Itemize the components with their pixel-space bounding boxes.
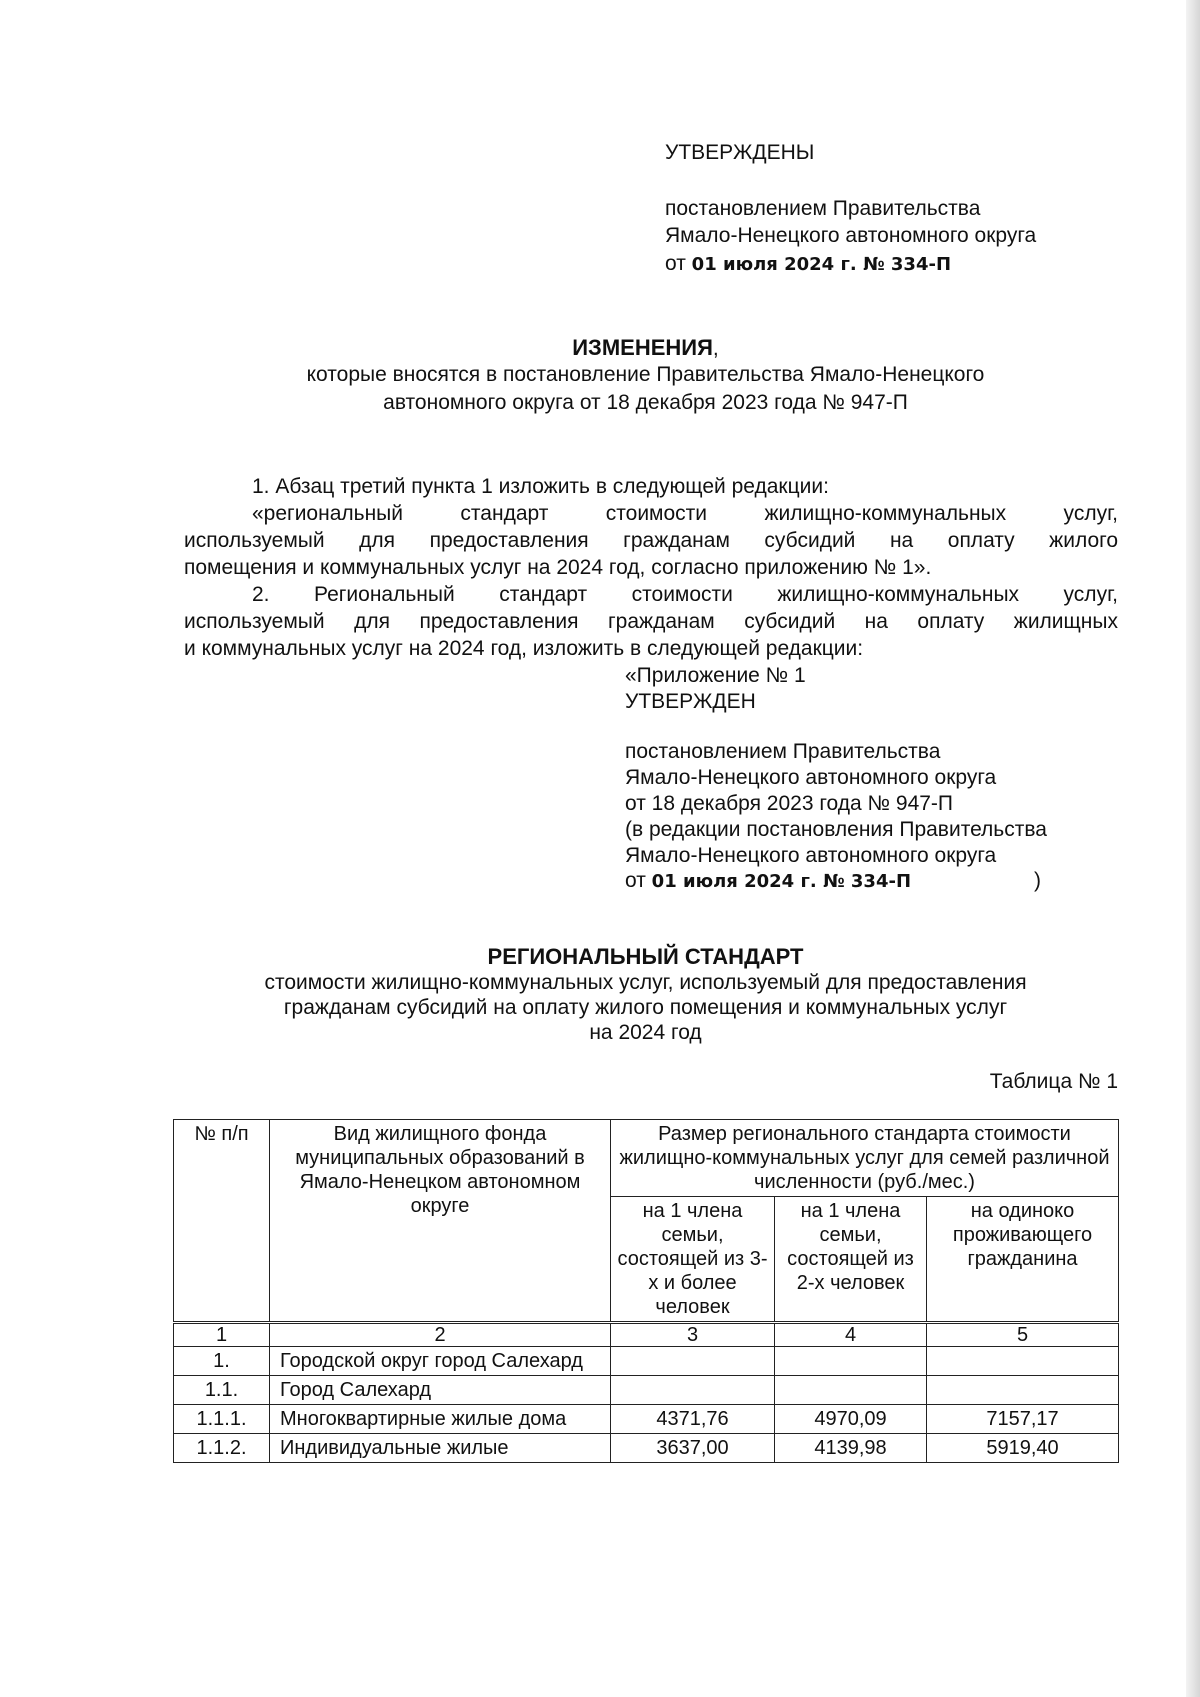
standard-subtitle-2: гражданам субсидий на оплату жилого помещения и коммунальных услуг xyxy=(283,996,1008,1019)
header-col-4: на 1 члена семьи, состоящей из 2-х человек xyxy=(775,1197,927,1323)
row-number: 1.1. xyxy=(174,1376,270,1405)
para2-line-1: 2. Региональный стандарт стоимости жилищно-коммунальных услуг, xyxy=(252,583,1118,606)
appendix-close-paren: ) xyxy=(1034,869,1041,892)
approval-date-line xyxy=(665,251,951,278)
column-number: 5 xyxy=(927,1323,1119,1347)
table-row xyxy=(174,1434,1119,1463)
row-name: Городской округ город Салехард xyxy=(270,1347,611,1376)
row-name: Город Салехард xyxy=(270,1376,611,1405)
header-col-3: на 1 члена семьи, состоящей из 3-х и более человек xyxy=(611,1197,775,1323)
row-value-col-5: 7157,17 xyxy=(927,1405,1119,1434)
table-row xyxy=(174,1405,1119,1434)
table-label: Таблица № 1 xyxy=(989,1070,1118,1093)
para2-line-3: и коммунальных услуг на 2024 год, изложить в следующей редакции: xyxy=(184,637,864,660)
row-value-col-3: 4371,76 xyxy=(611,1405,775,1434)
changes-title: ИЗМЕНЕНИЯ xyxy=(572,335,713,360)
table-row xyxy=(174,1376,1119,1405)
row-value-col-3: 3637,00 xyxy=(611,1434,775,1463)
para2-line-2: используемый для предоставления гражданам субсидий на оплату жилищных xyxy=(184,610,1118,633)
header-number: № п/п xyxy=(174,1120,270,1323)
page-edge-shadow xyxy=(1186,0,1200,1697)
row-value-col-3 xyxy=(611,1376,775,1405)
row-number: 1. xyxy=(174,1347,270,1376)
approval-title: УТВЕРЖДЕНЫ xyxy=(665,141,815,164)
approval-line-2: Ямало-Ненецкого автономного округа xyxy=(665,224,1037,247)
standard-subtitle-3: на 2024 год xyxy=(589,1021,702,1044)
row-value-col-4 xyxy=(775,1376,927,1405)
column-number: 1 xyxy=(174,1323,270,1347)
appendix-line-1: «Приложение № 1 xyxy=(625,664,806,687)
appendix-line-5: от 18 декабря 2023 года № 947-П xyxy=(625,792,954,815)
table-row xyxy=(174,1347,1119,1376)
standard-title: РЕГИОНАЛЬНЫЙ СТАНДАРТ xyxy=(487,944,804,969)
row-value-col-4 xyxy=(775,1347,927,1376)
para1-line-4: помещения и коммунальных услуг на 2024 год, согласно приложению № 1». xyxy=(184,556,932,579)
row-name: Многоквартирные жилые дома xyxy=(270,1405,611,1434)
table-header-row xyxy=(174,1120,1119,1197)
column-number: 4 xyxy=(775,1323,927,1347)
row-name: Индивидуальные жилые xyxy=(270,1434,611,1463)
para1-line-1: 1. Абзац третий пункта 1 изложить в следующей редакции: xyxy=(252,475,829,498)
row-value-col-5: 5919,40 xyxy=(927,1434,1119,1463)
column-number: 2 xyxy=(270,1323,611,1347)
row-number: 1.1.1. xyxy=(174,1405,270,1434)
row-value-col-4: 4139,98 xyxy=(775,1434,927,1463)
appendix-line-2: УТВЕРЖДЕН xyxy=(625,690,756,713)
appendix-line-3: постановлением Правительства xyxy=(625,740,941,763)
changes-subtitle-2: автономного округа от 18 декабря 2023 года № 947-П xyxy=(383,391,908,414)
changes-subtitle-1: которые вносятся в постановление Правительства Ямало-Ненецкого xyxy=(306,363,985,386)
row-value-col-5 xyxy=(927,1376,1119,1405)
para1-line-3: используемый для предоставления гражданам субсидий на оплату жилого xyxy=(184,529,1118,552)
row-number: 1.1.2. xyxy=(174,1434,270,1463)
approval-date: 01 июля 2024 г. № 334-П xyxy=(691,254,952,275)
changes-title-suffix: , xyxy=(712,337,719,360)
regional-standard-table xyxy=(173,1119,1119,1463)
changes-title-line xyxy=(173,335,1118,362)
row-value-col-5 xyxy=(927,1347,1119,1376)
appendix-date: 01 июля 2024 г. № 334-П xyxy=(651,871,912,892)
appendix-line-4: Ямало-Ненецкого автономного округа xyxy=(625,766,997,789)
header-col-5: на одиноко проживающего гражданина xyxy=(927,1197,1119,1323)
appendix-date-line xyxy=(625,868,911,895)
column-numbers-row xyxy=(174,1323,1119,1347)
standard-subtitle-1: стоимости жилищно-коммунальных услуг, используемый для предоставления xyxy=(264,971,1027,994)
appendix-line-6: (в редакции постановления Правительства xyxy=(625,818,1047,841)
appendix-line-7: Ямало-Ненецкого автономного округа xyxy=(625,844,997,867)
para1-line-2: «региональный стандарт стоимости жилищно-коммунальных услуг, xyxy=(252,502,1118,525)
header-standard-size: Размер регионального стандарта стоимости жилищно-коммунальных услуг для семей различной численности (руб./мес.) xyxy=(611,1120,1119,1197)
appendix-date-prefix: от xyxy=(625,869,652,892)
column-number: 3 xyxy=(611,1323,775,1347)
row-value-col-4: 4970,09 xyxy=(775,1405,927,1434)
approval-line-1: постановлением Правительства xyxy=(665,197,981,220)
header-housing-type: Вид жилищного фонда муниципальных образований в Ямало-Ненецком автономном округе xyxy=(270,1120,611,1323)
approval-date-prefix: от xyxy=(665,252,692,275)
row-value-col-3 xyxy=(611,1347,775,1376)
